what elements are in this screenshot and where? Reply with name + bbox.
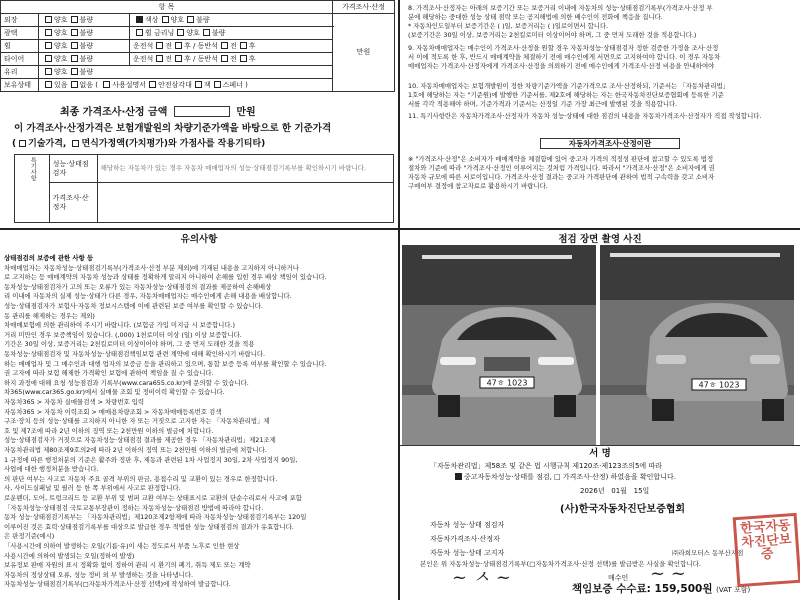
- special-notes-table: [14, 154, 394, 223]
- checkbox[interactable]: [455, 473, 462, 480]
- caution-line: 자동차관리법 제80조제9호의2에 따라 2년 이하의 징역 또는 2천만원 이하의 벌금에 처합니다.: [4, 446, 267, 454]
- appraiser-label: 자동차가격조사·산정자: [430, 535, 500, 543]
- caution-line: 동 관리를 해제하는 경우는 제외): [4, 311, 95, 320]
- caution-line: 성능·상태점검자가 거짓으로 자동차성능·상태점검 결과를 제공한 경우 「자동차관리법」제21조제: [4, 436, 276, 445]
- caution-line: 성능·상태점검자가 보험사·자동차 정보시스템에 이에 관련된 보증 여부를 확인할 수 있습니다.: [4, 302, 263, 310]
- checkbox[interactable]: [45, 16, 52, 23]
- caution-line: 이루어진 것은 효력·상태점검기록부를 대상으로 발급한 경우 적법한 성능 상태점검의 결과가 유효합니다.: [4, 522, 294, 531]
- assessment-panel: [0, 0, 398, 228]
- checkbox[interactable]: [203, 29, 210, 36]
- table-row: 외장 양호 불량 색상 양호 불량 만원: [1, 14, 395, 27]
- caution-line: 자동차365 > 자동차 실매물검색 > 차량번호 입력: [4, 398, 145, 406]
- caution-line: 리 이내에 자동차의 실제 성능·상태가 다른 경우, 자동차매매업자는 매수인에게 손해 내용을 배상합니다.: [4, 292, 292, 301]
- instruction-line: 10. 자동차매매업자는 보험개발원이 정한 차량기준가액을 기준가격으로 조사·산정하되, 기준서는 「자동차관리법」: [408, 82, 730, 90]
- checkbox[interactable]: [221, 42, 228, 49]
- receipt-line: 본인은 위 자동차성능·상태점검기록부(□자동차가격조사·산정 선택)를 발급받은 사실을 확인합니다.: [420, 560, 701, 568]
- checkbox[interactable]: [103, 81, 110, 88]
- caution-line: 로 고지하는 등 매매계약의 자동차 성능과 상태를 정확하게 알리지 아니하여 손해를 입힌 경우 배상 책임이 있습니다.: [4, 273, 327, 282]
- horizontal-divider: [0, 228, 800, 230]
- table-header-price: 가격조사·산정: [333, 1, 395, 14]
- plate-text-front: 47ㅎ 1023: [486, 378, 528, 388]
- definition-line: ※ "가격조사·산정"은 소비자가 매매계약을 체결함에 있어 중고자 가격의 적정성 판단에 참고할 수 있도록 법정: [408, 155, 714, 163]
- caution-line: 구조·장치 등의 성능·상태를 고지하지 아니한 자 또는 거짓으로 고지한 자는 「자동차관리법」제: [4, 417, 270, 426]
- caution-line: 상태점검의 보증에 관한 사항 등: [4, 254, 94, 262]
- checkbox[interactable]: [195, 81, 202, 88]
- checkbox[interactable]: [177, 29, 184, 36]
- checkbox[interactable]: [72, 140, 79, 147]
- notifier-label: 자동차 성능·상태 고지자: [430, 549, 505, 557]
- checkbox[interactable]: [221, 55, 228, 62]
- checkbox[interactable]: [71, 68, 78, 75]
- company-name: ㈜라희모터스 동부산지점: [672, 549, 744, 557]
- instruction-line: 9. 자동차매매업자는 매수인이 가격조사·산정을 원할 경우 자동차성능·상태점검자 정한 검증한 가정을 조사·산정: [408, 44, 719, 52]
- caution-line: 거리 미만인 경우 보증책임이 있습니다. (,000) 1천로미터 이상 (일) 이상 보증합니다.: [4, 330, 242, 339]
- sign-date: 2026년 01월 15일: [580, 487, 650, 495]
- instruction-line: 분에 해당하는 중대한 성능 상태 점락 또는 공지해법에 의한 배수인이 전화에 책응을 집니다.: [408, 13, 663, 21]
- instructions-panel: [400, 0, 800, 228]
- checkbox[interactable]: [136, 16, 143, 23]
- instruction-line: * 자동차인도일부터 보증기간은 ( )일, 보증거리는 ( )일로이면서 합니다.: [408, 22, 609, 30]
- checkbox[interactable]: [71, 55, 78, 62]
- inspection-photo-front: [402, 245, 596, 445]
- official-seal-stamp: 한국자동차진단보증: [733, 513, 800, 587]
- condition-table: [0, 0, 395, 92]
- price-unit: 만원: [333, 14, 395, 92]
- instruction-line: 매매업자는 가격조사·산정자에게 가격조사·산정을 의뢰하기 전에 매수인에게 가격조사·산정 비용을 안내하여야: [408, 62, 715, 70]
- checkbox[interactable]: [19, 140, 26, 147]
- price-choice-row: ( 기술가격, 면식가정액(가치평가)와 가점사를 작용기티타): [12, 139, 266, 149]
- checkbox[interactable]: [175, 42, 182, 49]
- checkbox[interactable]: [240, 42, 247, 49]
- caution-title: 유의사항: [180, 234, 218, 245]
- checkbox[interactable]: [187, 16, 194, 23]
- caution-line: 은 판정기준(예시): [4, 532, 55, 541]
- caution-line: 동차 성능·상태점검기록부는 「자동차관리법」제120조제2항제에 따라 자동차성능·상태점검기록부는 120일: [4, 513, 307, 522]
- definition-line: 자동차 규모에 따른 서로이입니다. 가격조사·산정 결과는 중고자 가격판단에 관하여 법적 구속력을 갖고 소비자: [408, 173, 715, 181]
- instruction-line: 1호에 해당하는 자는 "기준원)에 발행한 기준서를, 제2호에 해당하는 자는 한국자동차진단보증협회에 등록한 기준: [408, 91, 724, 99]
- signature-left: ~ ㅅ ~: [452, 567, 511, 588]
- caution-line: 「사용시간에 의하여 발생하는 오일(기름·유)이 새는 정도로서 부품 노후로 인한 현상: [4, 542, 240, 550]
- caution-line: 의 판단 여부는 사고로 자동차 주요 골격 부위의 판금, 용접수리 및 교환이 있는 경우로 한정합니다.: [4, 474, 278, 483]
- instruction-line: 서 이에 적도록 한 후, 반드시 매매계약을 체결하기 전에 매수인에게 서면으로 고지하여야 합니다. 이 경우 자동차: [408, 53, 721, 61]
- warranty-fee: 책임보증 수수료: 159,500원 (VAT 포함): [572, 583, 751, 595]
- photo-section-title: 점검 장면 촬영 사진: [558, 234, 642, 245]
- checkbox[interactable]: [136, 29, 143, 36]
- inspection-photo-rear: [600, 245, 794, 445]
- table-header-item: 항 목: [1, 1, 333, 14]
- vertical-divider: [398, 0, 400, 600]
- checkbox[interactable]: [162, 16, 169, 23]
- instruction-line: (보증기간은 30일 이상, 보증거리는 2천킬로미터 이상이어야 하며, 그 중 먼저 도래한 것을 적용합니다.): [408, 31, 697, 39]
- caution-line: 사, 사이드실패널 및 필러 등 한 쪽 부위에서 사고로 판정합니다.: [4, 484, 181, 493]
- final-amount-row: 최종 가격조사·산정 금액 만원: [60, 107, 256, 118]
- caution-line: 하지 과정에 대해 요청 성능점검과 기록부(www.cara655.co.kr)에 문의할 수 있습니다.: [4, 378, 249, 387]
- definition-line: 절차와 기준에 따라 "가격조사·산정인 이루어지는 것처럼 가격입니다. 따라서 "가격조사·산정"은 소비자에게 권: [408, 164, 715, 172]
- table-row: 광택 양호 불량 휠 금리닝 양호 불량: [1, 27, 395, 40]
- basis-statement: 이 가격조사·산정가격은 보험개발원의 차량기준가액을 바탕으로 한 기준가격: [14, 123, 332, 134]
- caution-line: 「자동차성능·상태점검 국토교통부장관이 정하는 자동차성능·상태점검 방법에 따라야 합니다.: [4, 503, 264, 512]
- caution-line: 로운펜더, 도어, 트렁크리드 등 교환 부위 및 범퍼 교환 여부는 상태표시로 교환의 단순수리로서 사고에 포함: [4, 494, 302, 502]
- caution-panel: [0, 230, 398, 600]
- checkbox[interactable]: [214, 81, 221, 88]
- checkbox[interactable]: [71, 81, 78, 88]
- caution-line: 기간은 30일 이상, 보증거리는 2천킬로미터 이상이어야 하며, 그 중 먼저 도래한 것을 적용: [4, 340, 255, 349]
- table-row: 특기사항 성능·상태점검자 해당하는 자동차가 있는 경우 자동차 매매업자의 성능·상태점검기록부를 확인하시기 바랍니다.: [15, 155, 394, 183]
- caution-line: 자동차의 정상상태 오류, 성능 정비 외 부 발생하는 것을 나타냅니다.: [4, 570, 194, 579]
- caution-line: 동차성능·상태점검자 및 자동차성능·상태점검책임보험 관련 계약에 대해 확인하시기 바랍니다.: [4, 350, 266, 358]
- checkbox[interactable]: [45, 29, 52, 36]
- caution-line: 호 및 제7조에 따라 2년 이하의 징역 또는 2천만원 이하의 벌금에 처합니다.: [4, 426, 214, 435]
- checkbox[interactable]: [71, 42, 78, 49]
- caution-line: 사업에 대한 행정처분을 받습니다.: [4, 465, 99, 474]
- checkbox[interactable]: [71, 16, 78, 23]
- signature-buyer: ~ ~: [650, 563, 686, 584]
- instruction-line: 11. 특기사항란은 자동차가격조사·산정자가 자동차 성능·상태에 대한 점검의 내용을 자동차가격조사·산정자가 직접 작성합니다.: [408, 112, 762, 120]
- plate-text-rear: 47ㅎ 1023: [698, 380, 740, 390]
- checkbox[interactable]: [45, 55, 52, 62]
- caution-line: 1 규정에 따른 행정처분의 기준은 활주와 정판 후, 제동과 관련된 1차 사업정지 30일, 2차 사업정지 90일,: [4, 455, 298, 464]
- caution-line: 보유정보 판매 자원의 표시 정확화 없이 정하여 관리 시 환기의 폐기, 취득 제도 또는 계약: [4, 561, 251, 570]
- checkbox[interactable]: [45, 42, 52, 49]
- caution-line: 사용시간에 의하여 발생되는 오일(정하여 발생): [4, 551, 135, 560]
- table-row: 휠 양호 불량 운전석 전 후 / 동반석 전 후: [1, 40, 395, 53]
- checkbox[interactable]: [71, 29, 78, 36]
- check-line: 중고자동차성능·상태를 점검, □ 가격조사·산정) 하였음을 확인합니다.: [452, 473, 800, 482]
- definition-line: 구매여부 결정에 참고자료로 활용하시기 바랍니다.: [408, 182, 548, 190]
- caution-line: 차매매업자는 자동차성능·상태점검기록부(가격조사·산정 부분 제외)에 기재된 내용을 고지하지 아니하거나: [4, 263, 299, 272]
- caution-line: 권 고자에 따라 보험 해제한 가격확인 보험에 관하여 책임을 질 수 있습니다.: [4, 369, 214, 378]
- checkbox[interactable]: [149, 81, 156, 88]
- checkbox[interactable]: [45, 68, 52, 75]
- checkbox[interactable]: [45, 81, 52, 88]
- checkbox[interactable]: [156, 55, 163, 62]
- table-row: 가격조사·산정자: [15, 183, 394, 223]
- amount-field[interactable]: [174, 106, 230, 117]
- caution-line: 하는 매매업자 및 그 매수인과 대행 업자의 보증금 등을 관리하고 있으며, 통합 보증 등록 여부를 확인할 수 있습니다.: [4, 359, 327, 368]
- caution-line: 동차성능·상태점검자가 고의 또는 오류가 있는 자동차성능·상태점검의 결과를 제공하여 손해배상: [4, 282, 272, 291]
- checkbox[interactable]: [156, 42, 163, 49]
- car-rear-photo: [600, 245, 794, 445]
- inspector-label: 자동차 성능·상태 점검자: [430, 521, 505, 529]
- caution-line: 자동차365 > 자동차 이력조회 > 매매용차량조회 > 자동차매매등록번호 검색: [4, 407, 222, 416]
- buyer-label: 매수인: [608, 574, 629, 582]
- car-front-photo: [402, 245, 596, 445]
- caution-line: 차365(www.car365.go.kr)에서 실매물 조회 및 정비이력 확인할 수 있습니다.: [4, 388, 225, 397]
- table-row: 타이어 양호 불량 운전석 전 후 / 동반석 전 후: [1, 53, 395, 66]
- instruction-line: 8. 가격조사·산정자는 아래의 보증기간 또는 보증거리 이내에 자동차의 성능·상태점검기록부(가격조사·산정 부: [408, 4, 713, 12]
- org-name: (사)한국자동차진단보증협회: [560, 504, 686, 515]
- instruction-line: 서를 각각 적용해야 하며, 기준가격과 기준서는 산정일 기준 가장 최근에 발행된 것을 적용합니다.: [408, 100, 678, 108]
- table-row: 보유상태 있음 없음 ( 사용설명서 안전삼각대 잭 스페너 ): [1, 79, 395, 92]
- table-row: 유리 양호 불량: [1, 66, 395, 79]
- caution-line: 자동차성능·상태점검기록부(□자동차가격조사·산정 선택)에 작성하여 발급합니다.: [4, 580, 231, 589]
- checkbox[interactable]: [240, 55, 247, 62]
- checkbox[interactable]: [175, 55, 182, 62]
- definition-box-title: 자동차가격조사·산정이란: [540, 138, 680, 149]
- caution-line: 차매매보험에 의한 관리하여 주시기 바랍니다. (보험금 가입 미지급 시 보증합니다.): [4, 321, 236, 330]
- sign-section-title: 서 명: [400, 445, 800, 460]
- law-line: 「자동차관리법」제58조 및 같은 법 시행규칙 제120조·제123조의5에 따라: [430, 462, 662, 470]
